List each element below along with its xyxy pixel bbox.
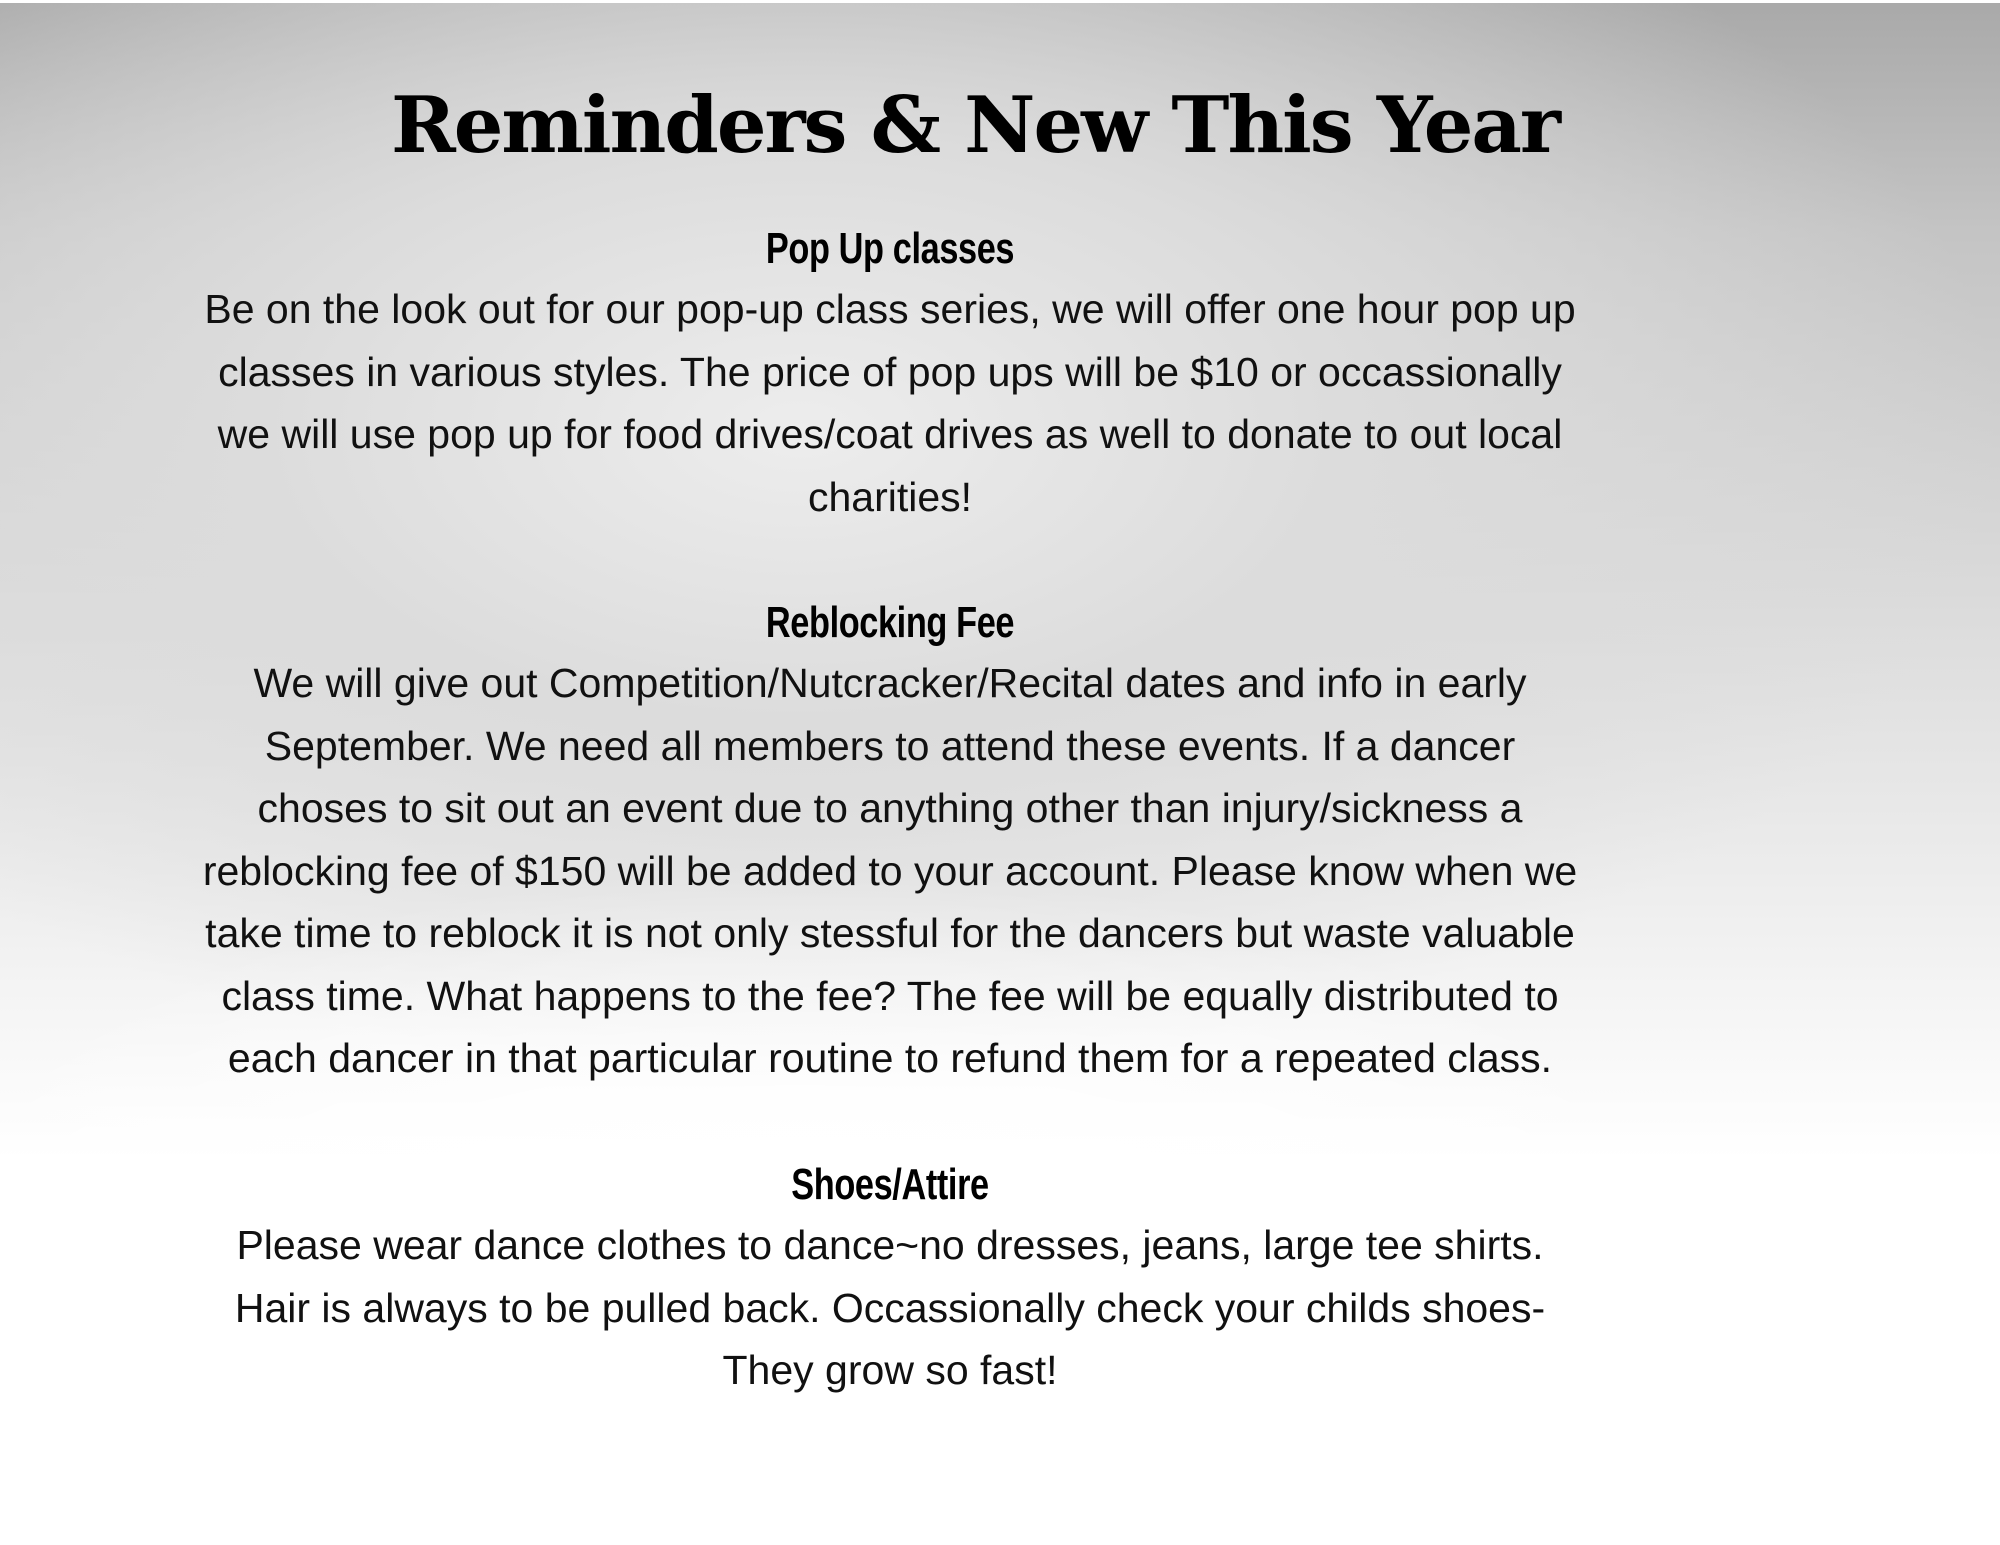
section-body-reblocking-fee [110, 652, 1670, 1090]
section-heading-pop-up-classes: Pop Up classes [765, 224, 1015, 273]
section-shoes-attire [110, 1156, 1670, 1402]
section-heading-shoes-attire: Shoes/Attire [791, 1160, 989, 1209]
body-line: September. We need all members to attend these events. If a dancer [264, 722, 1516, 769]
body-line: charities! [807, 473, 973, 520]
body-line: choses to sit out an event due to anything other than injury/sickness a [257, 785, 1523, 831]
page-title: Reminders & New This Year [390, 80, 1560, 171]
body-line: Please wear dance clothes to dance~no dresses, jeans, large tee shirts. [236, 1222, 1544, 1268]
body-line: We will give out Competition/Nutcracker/Recital dates and info in early [253, 660, 1527, 706]
body-line: classes in various styles. The price of pop ups will be $10 or occassionally [218, 348, 1562, 395]
body-line: Hair is always to be pulled back. Occassionally check your childs shoes- [234, 1284, 1546, 1331]
section-reblocking-fee [110, 594, 1670, 1090]
body-line: reblocking fee of $150 will be added to your account. Please know when we [202, 847, 1578, 894]
body-line: take time to reblock it is not only stessful for the dancers but waste valuable [205, 910, 1575, 956]
top-edge [0, 0, 2000, 3]
body-line: class time. What happens to the fee? The fee will be equally distributed to [221, 972, 1559, 1019]
section-body-pop-up-classes [110, 278, 1670, 528]
section-pop-up-classes [110, 220, 1670, 528]
body-line: each dancer in that particular routine to refund them for a repeated class. [227, 1035, 1553, 1081]
body-line: we will use pop up for food drives/coat drives as well to donate to out local [217, 411, 1563, 457]
section-heading-reblocking-fee: Reblocking Fee [765, 598, 1015, 647]
body-line: They grow so fast! [722, 1347, 1058, 1393]
section-body-shoes-attire [110, 1214, 1670, 1402]
body-line: Be on the look out for our pop-up class series, we will offer one hour pop up [204, 286, 1576, 332]
